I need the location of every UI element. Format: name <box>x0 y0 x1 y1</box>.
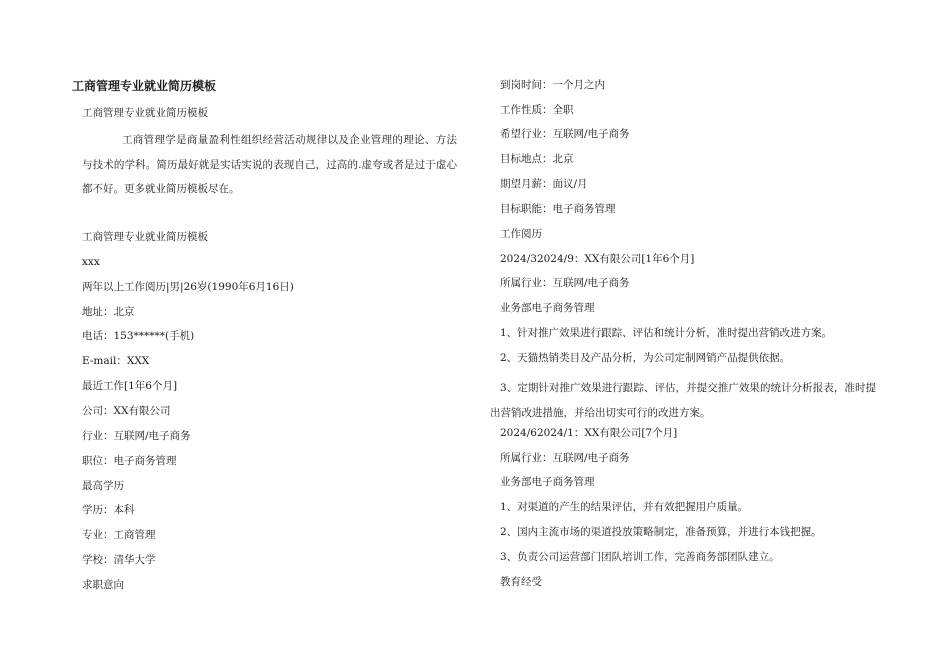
hope-industry-line: 希望行业：互联网/电子商务 <box>500 128 630 140</box>
company-line: 公司：XX有限公司 <box>82 405 171 417</box>
work-experience-heading: 工作阅历 <box>500 228 542 240</box>
job2-period: 2024/62024/1：XX有限公司[7个月] <box>500 427 678 439</box>
job2-department: 业务部电子商务管理 <box>500 476 595 488</box>
document-subtitle: 工商管理专业就业简历模板 <box>82 107 208 119</box>
job1-period: 2024/32024/9：XX有限公司[1年6个月] <box>500 253 695 265</box>
position-line: 职位：电子商务管理 <box>82 455 177 467</box>
resume-heading: 工商管理专业就业简历模板 <box>82 231 208 243</box>
degree-line: 学历：本科 <box>82 504 135 516</box>
job2-duty-3: 3、负责公司运营部门团队培训工作，完善商务部团队建立。 <box>500 551 780 563</box>
job2-duty-1: 1、对渠道的产生的结果评估，并有效把握用户质量。 <box>500 501 749 513</box>
recent-work-line: 最近工作[1年6个月] <box>82 380 178 392</box>
major-line: 专业：工商管理 <box>82 529 156 541</box>
candidate-name: xxx <box>82 256 100 268</box>
phone-line: 电话：153******(手机) <box>82 330 195 342</box>
email-line: E-mail：XXX <box>82 355 150 367</box>
job1-duty-3: 3、定期针对推广效果进行跟踪、评估，并提交推广效果的统计分析报表，准时提出营销改进措施，并给出切实可行的改进方案。 <box>490 382 876 419</box>
job-intent-heading: 求职意向 <box>82 579 124 591</box>
address-line: 地址：北京 <box>82 306 135 318</box>
job1-duty-2: 2、天猫热销类目及产品分析，为公司定制网销产品提供依据。 <box>500 352 791 364</box>
education-experience-heading: 教育经受 <box>500 576 542 588</box>
job2-duty-2: 2、国内主流市场的渠道投放策略制定，准备预算，并进行本钱把握。 <box>500 526 822 538</box>
industry-line: 行业：互联网/电子商务 <box>82 430 191 442</box>
work-type-line: 工作性质：全职 <box>500 104 574 116</box>
job1-department: 业务部电子商务管理 <box>500 302 595 314</box>
arrival-line: 到岗时间：一个月之内 <box>500 79 605 91</box>
job2-industry: 所属行业：互联网/电子商务 <box>500 452 630 464</box>
education-heading: 最高学历 <box>82 480 124 492</box>
target-role-line: 目标职能：电子商务管理 <box>500 203 616 215</box>
school-line: 学校：清华大学 <box>82 554 156 566</box>
job1-industry: 所属行业：互联网/电子商务 <box>500 277 630 289</box>
candidate-summary: 两年以上工作阅历|男|26岁(1990年6月16日) <box>82 281 294 293</box>
location-line: 目标地点：北京 <box>500 153 574 165</box>
document-title: 工商管理专业就业简历模板 <box>72 79 217 93</box>
intro-paragraph: 工商管理学是商量盈利性组织经营活动规律以及企业管理的理论、方法与技术的学科。简历最好就是实话实说的表现自己，过高的.虚夸或者是过于虚心都不好。更多就业简历模板尽在。 <box>82 134 457 195</box>
job1-duty-1: 1、针对推广效果进行跟踪、评估和统计分析，准时提出营销改进方案。 <box>500 327 833 339</box>
salary-line: 期望月薪：面议/月 <box>500 178 588 190</box>
